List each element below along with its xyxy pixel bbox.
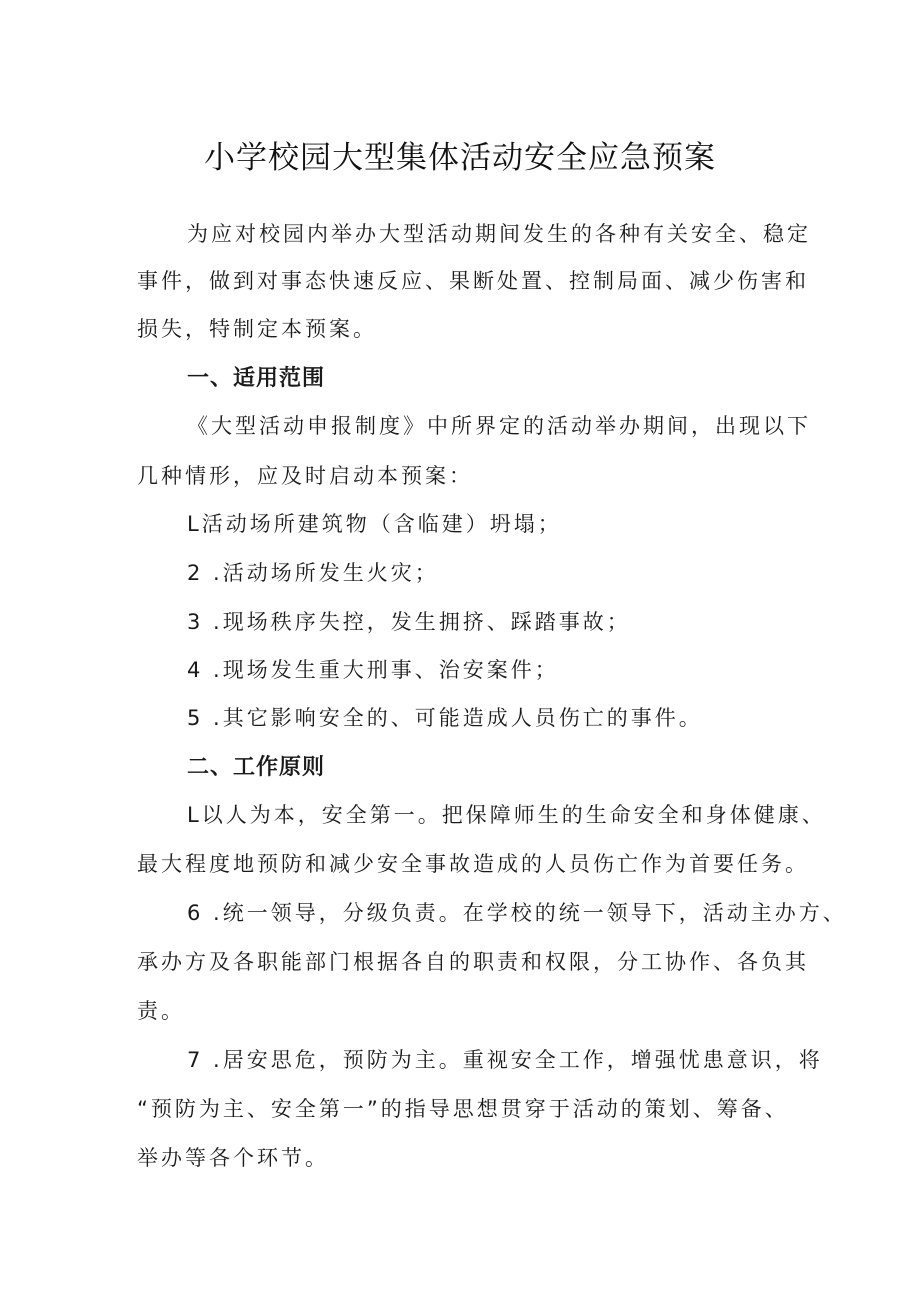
section1-item-2: 2 .活动场所发生火灾； xyxy=(187,561,439,585)
intro-line-1: 为应对校园内举办大型活动期间发生的各种有关安全、稳定 xyxy=(187,222,811,246)
document-title: 小学校园大型集体活动安全应急预案 xyxy=(204,140,716,176)
section2-p1-line-1: L以人为本，安全第一。把保障师生的生命安全和身体健康、 xyxy=(187,803,826,827)
intro-line-3: 损失，特制定本预案。 xyxy=(137,317,377,341)
section2-p3-line-1: 7 .居安思危，预防为主。重视安全工作，增强忧患意识，将 xyxy=(187,1048,823,1072)
intro-line-2: 事件，做到对事态快速反应、果断处置、控制局面、减少伤害和 xyxy=(137,269,809,293)
section1-item-4: 4 .现场发生重大刑事、治安案件； xyxy=(187,658,559,682)
section1-para-line-1: 《大型活动申报制度》中所界定的活动举办期间，出现以下 xyxy=(187,414,811,438)
section2-p3-line-3: 举办等各个环节。 xyxy=(137,1146,329,1170)
section1-item-5: 5 .其它影响安全的、可能造成人员伤亡的事件。 xyxy=(187,706,703,730)
section2-heading: 二、工作原则 xyxy=(187,755,326,780)
section2-p2-line-2: 承办方及各职能部门根据各自的职责和权限，分工协作、各负其 xyxy=(137,950,809,974)
section2-p3-line-2: “预防为主、安全第一”的指导思想贯穿于活动的策划、筹备、 xyxy=(137,1097,789,1121)
section1-item-3: 3 .现场秩序失控，发生拥挤、踩踏事故； xyxy=(187,610,631,634)
section2-p2-line-3: 责。 xyxy=(137,999,185,1023)
section2-p1-line-2: 最大程度地预防和减少安全事故造成的人员伤亡作为首要任务。 xyxy=(137,852,809,876)
section2-p2-line-1: 6 .统一领导，分级负责。在学校的统一领导下，活动主办方、 xyxy=(187,901,847,925)
section1-item-1: L活动场所建筑物（含临建）坍塌； xyxy=(187,512,562,536)
section1-para-line-2: 几种情形，应及时启动本预案： xyxy=(137,464,473,488)
section1-heading: 一、适用范围 xyxy=(187,366,326,391)
